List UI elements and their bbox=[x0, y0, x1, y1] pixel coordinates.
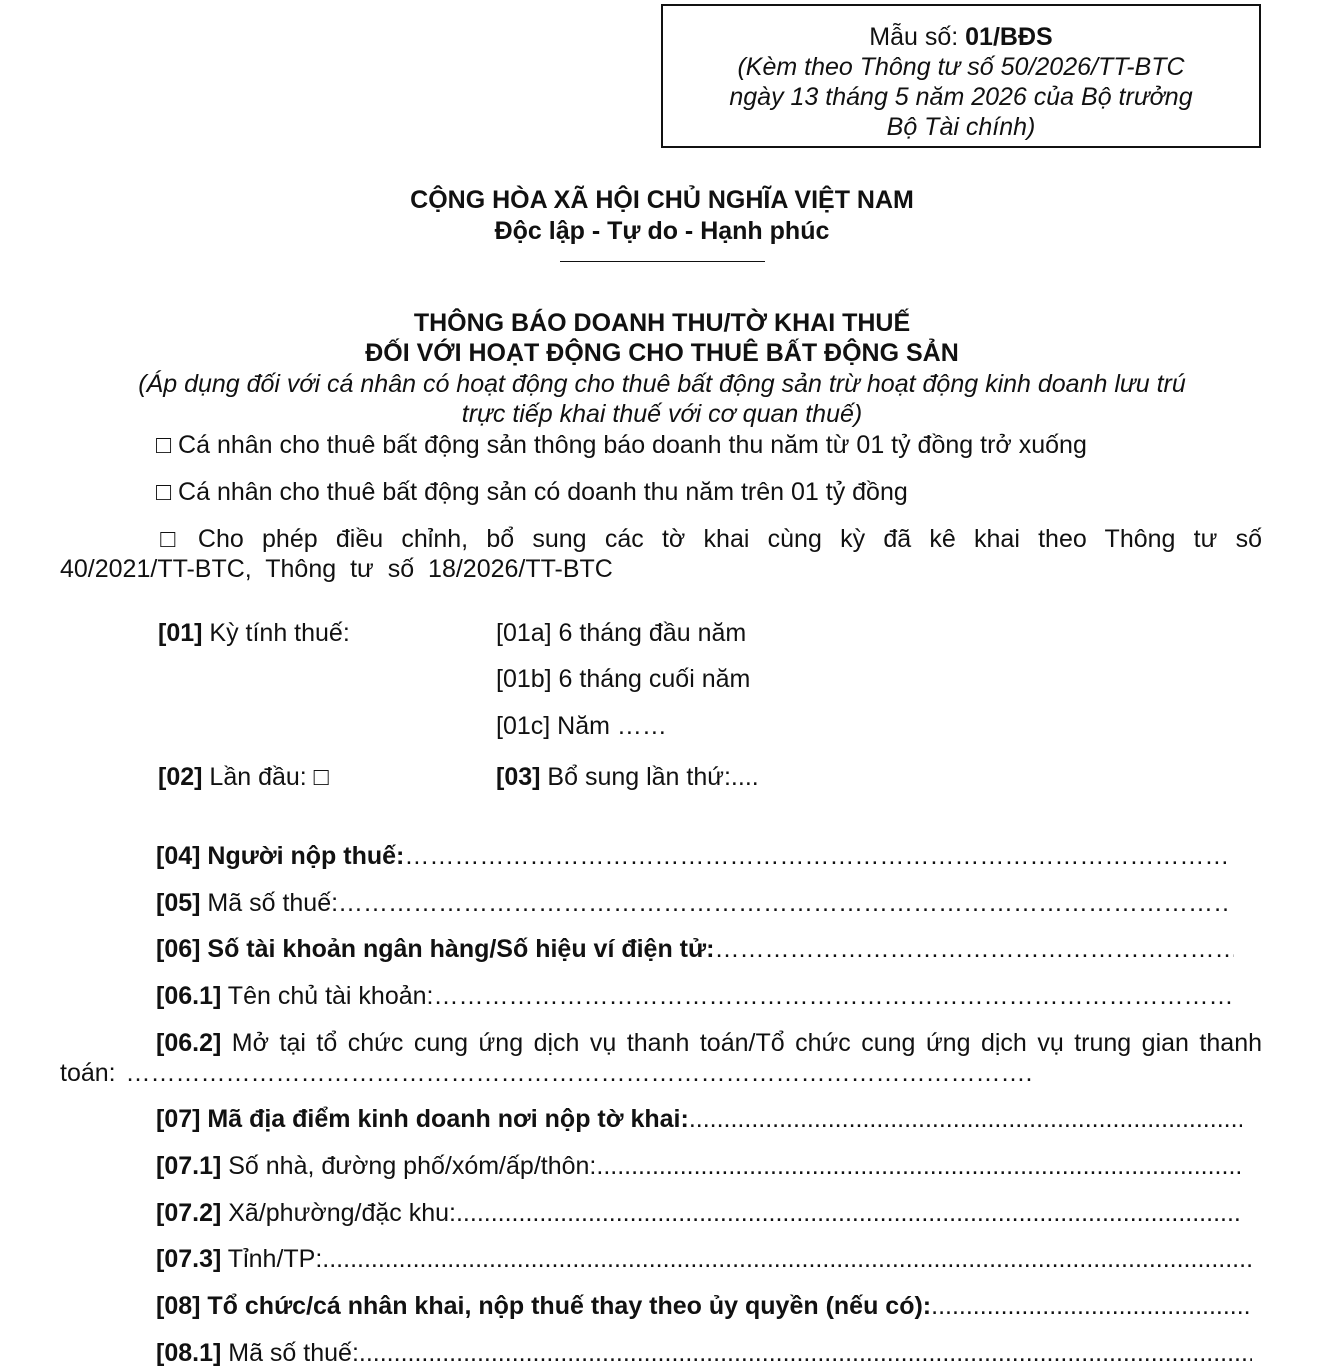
field-06-bank-account[interactable] bbox=[156, 934, 1234, 964]
field-08-1-dots bbox=[359, 1338, 1252, 1368]
field-07-3-province[interactable] bbox=[156, 1244, 1252, 1274]
option-01c-year[interactable]: [01c] Năm …… bbox=[496, 712, 667, 740]
field-07-2-ward[interactable] bbox=[156, 1198, 1240, 1228]
field-08-1-label: Mã số thuế: bbox=[221, 1339, 359, 1367]
form-number bbox=[663, 22, 1259, 52]
national-motto: Độc lập - Tự do - Hạnh phúc bbox=[494, 217, 830, 245]
field-01-code: [01] bbox=[158, 619, 203, 647]
field-05-dots bbox=[338, 888, 1232, 918]
field-08-authorized-agent[interactable] bbox=[156, 1291, 1250, 1321]
field-04-label: [04] Người nộp thuế: bbox=[156, 842, 405, 870]
form-circular-ref: (Kèm theo Thông tư số 50/2026/TT-BTC bbox=[737, 53, 1185, 81]
field-07-2-dots bbox=[456, 1198, 1240, 1228]
country-name: CỘNG HÒA XÃ HỘI CHỦ NGHĨA VIỆT NAM bbox=[410, 186, 914, 214]
field-06-1-dots bbox=[434, 981, 1237, 1011]
field-06-2-payment-provider[interactable] bbox=[60, 1028, 1262, 1088]
field-02-label: Lần đầu: □ bbox=[202, 763, 329, 791]
form-number-code: 01/BĐS bbox=[965, 23, 1053, 51]
option-revenue-over-1b-checkbox[interactable]: □ Cá nhân cho thuê bất động sản có doanh thu năm trên 01 tỷ đồng bbox=[156, 478, 908, 506]
field-07-dots bbox=[689, 1104, 1242, 1134]
option-01b-second-half[interactable]: [01b] 6 tháng cuối năm bbox=[496, 665, 751, 693]
field-08-1-code: [08.1] bbox=[156, 1339, 222, 1367]
field-03-supplement[interactable] bbox=[496, 762, 759, 792]
field-07-1-label: Số nhà, đường phố/xóm/ấp/thôn: bbox=[221, 1152, 597, 1180]
field-07-1-code: [07.1] bbox=[156, 1152, 222, 1180]
field-07-business-location-code[interactable] bbox=[156, 1104, 1242, 1134]
form-issuer: Bộ Tài chính) bbox=[886, 113, 1036, 141]
field-05-code: [05] bbox=[156, 889, 201, 917]
field-04-taxpayer[interactable] bbox=[156, 841, 1232, 871]
document-title-line2: ĐỐI VỚI HOẠT ĐỘNG CHO THUÊ BẤT ĐỘNG SẢN bbox=[365, 339, 959, 367]
field-03-label: Bổ sung lần thứ:.... bbox=[540, 763, 759, 791]
field-03-code: [03] bbox=[496, 763, 541, 791]
field-07-label: [07] Mã địa điểm kinh doanh nơi nộp tờ khai: bbox=[156, 1105, 689, 1133]
field-07-2-code: [07.2] bbox=[156, 1199, 222, 1227]
field-01-label: Kỳ tính thuế: bbox=[202, 619, 350, 647]
field-07-3-dots bbox=[322, 1244, 1252, 1274]
field-08-label: [08] Tổ chức/cá nhân khai, nộp thuế thay theo ủy quyền (nếu có): bbox=[156, 1292, 932, 1320]
field-07-1-dots bbox=[596, 1151, 1240, 1181]
field-06-1-label: Tên chủ tài khoản: bbox=[221, 982, 434, 1010]
field-07-3-code: [07.3] bbox=[156, 1245, 222, 1273]
field-05-label: Mã số thuế: bbox=[200, 889, 339, 917]
field-06-1-code: [06.1] bbox=[156, 982, 222, 1010]
document-scope-note-line1: (Áp dụng đối với cá nhân có hoạt động cho thuê bất động sản trừ hoạt động kinh doanh lưu trú bbox=[138, 370, 1186, 398]
option-01a-first-half[interactable]: [01a] 6 tháng đầu năm bbox=[496, 619, 747, 647]
field-06-dots bbox=[714, 934, 1234, 964]
header-divider bbox=[560, 261, 765, 262]
document-title-line1: THÔNG BÁO DOANH THU/TỜ KHAI THUẾ bbox=[413, 309, 911, 337]
option-allow-adjustment-checkbox[interactable] bbox=[60, 524, 1262, 584]
field-05-tax-code[interactable] bbox=[156, 888, 1232, 918]
field-07-3-label: Tỉnh/TP: bbox=[221, 1245, 323, 1273]
field-06-label: [06] Số tài khoản ngân hàng/Số hiệu ví điện tử: bbox=[156, 935, 715, 963]
field-07-1-street[interactable] bbox=[156, 1151, 1240, 1181]
form-circular-date: ngày 13 tháng 5 năm 2026 của Bộ trưởng bbox=[729, 83, 1193, 111]
field-02-code: [02] bbox=[158, 763, 203, 791]
field-01-tax-period bbox=[158, 618, 350, 648]
field-08-1-agent-tax-code[interactable] bbox=[156, 1338, 1252, 1368]
field-04-dots bbox=[404, 841, 1232, 871]
field-06-2-label: Mở tại tổ chức cung ứng dịch vụ thanh toán/Tổ chức cung ứng dịch vụ trung gian thanh toán: ………………………………………………………………………………………………. bbox=[60, 1029, 1262, 1087]
field-07-2-label: Xã/phường/đặc khu: bbox=[221, 1199, 456, 1227]
field-06-1-account-holder[interactable] bbox=[156, 981, 1236, 1011]
field-08-dots bbox=[931, 1291, 1250, 1321]
document-scope-note-line2: trực tiếp khai thuế với cơ quan thuế) bbox=[461, 400, 863, 428]
field-06-2-code: [06.2] bbox=[156, 1029, 222, 1057]
form-number-box bbox=[661, 4, 1261, 148]
form-number-label: Mẫu số: bbox=[869, 23, 966, 51]
option-revenue-under-1b-checkbox[interactable]: □ Cá nhân cho thuê bất động sản thông báo doanh thu năm từ 01 tỷ đồng trở xuống bbox=[156, 431, 1087, 459]
option-allow-adjustment-label: □ Cho phép điều chỉnh, bổ sung các tờ khai cùng kỳ đã kê khai theo Thông tư số 40/2021/TT-BTC, Thông tư số 18/2026/TT-BTC bbox=[60, 525, 1262, 583]
field-02-first-time[interactable] bbox=[158, 762, 329, 792]
